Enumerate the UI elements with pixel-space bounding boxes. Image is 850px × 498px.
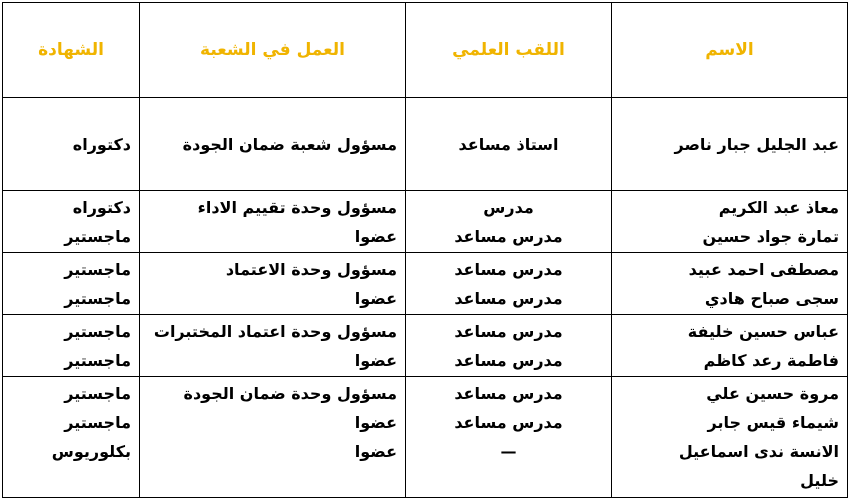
title-text: مدرس مساعد: [454, 288, 563, 308]
name-cell: [612, 191, 848, 253]
name-text: معاذ عبد الكريم: [718, 197, 839, 217]
title-text: مدرس مساعد: [454, 226, 563, 246]
degree-text: ماجستير: [64, 226, 131, 246]
title-cell: [406, 253, 612, 315]
degree-text: بكلوريوس: [51, 442, 131, 461]
title-cell: [406, 98, 612, 191]
title-text: مدرس مساعد: [454, 384, 563, 403]
degree-cell: [3, 377, 140, 498]
work-cell: [140, 191, 406, 253]
title-text: مدرس مساعد: [454, 413, 563, 432]
header-title: اللقب العلمي: [406, 3, 612, 98]
degree-text: دكتوراه: [72, 134, 131, 154]
name-text: الانسة ندى اسماعيل: [678, 442, 839, 461]
work-cell: [140, 315, 406, 377]
name-cell: [612, 315, 848, 377]
degree-text: ماجستير: [64, 259, 131, 279]
degree-text: ماجستير: [64, 384, 131, 403]
name-text: سجى صباح هادي: [704, 288, 839, 308]
work-text: عضوا: [354, 288, 397, 308]
table-row: [3, 191, 848, 253]
name-text: مصطفى احمد عبيد: [688, 259, 839, 279]
name-text: شيماء قيس جابر: [707, 413, 839, 432]
work-text: مسؤول وحدة الاعتماد: [225, 259, 397, 279]
work-cell: [140, 98, 406, 191]
title-cell: [406, 191, 612, 253]
header-name: الاسم: [612, 3, 848, 98]
degree-text: ماجستير: [64, 288, 131, 308]
work-text: عضوا: [354, 350, 397, 370]
work-text: مسؤول وحدة اعتماد المختبرات: [153, 321, 397, 341]
title-text: استاذ مساعد: [458, 134, 559, 154]
name-text: عباس حسين خليفة: [687, 321, 839, 341]
header-work: العمل في الشعبة: [140, 3, 406, 98]
table-row: [3, 377, 848, 498]
name-cell: [612, 377, 848, 498]
work-text: مسؤول شعبة ضمان الجودة: [182, 134, 397, 154]
table-row: [3, 253, 848, 315]
work-cell: [140, 253, 406, 315]
table-row: [3, 98, 848, 191]
title-text: مدرس مساعد: [454, 350, 563, 370]
name-text: فاطمة رعد كاظم: [703, 350, 839, 370]
title-cell: [406, 377, 612, 498]
work-text: مسؤول وحدة تقييم الاداء: [197, 197, 397, 217]
name-text: خليل: [800, 471, 839, 490]
degree-cell: [3, 315, 140, 377]
work-text: عضوا: [354, 413, 397, 432]
header-degree: الشهادة: [3, 3, 140, 98]
header-row: [3, 3, 848, 98]
work-text: عضوا: [354, 226, 397, 246]
table-row: [3, 315, 848, 377]
work-text: عضوا: [354, 442, 397, 461]
degree-text: دكتوراه: [72, 197, 131, 217]
work-text: مسؤول وحدة ضمان الجودة: [183, 384, 397, 403]
degree-text: ماجستير: [64, 321, 131, 341]
name-cell: [612, 253, 848, 315]
title-cell: [406, 315, 612, 377]
degree-text: ماجستير: [64, 350, 131, 370]
staff-table: [2, 2, 848, 498]
title-text: مدرس مساعد: [454, 321, 563, 341]
name-cell: [612, 98, 848, 191]
degree-cell: [3, 253, 140, 315]
title-text: مدرس مساعد: [454, 259, 563, 279]
work-cell: [140, 377, 406, 498]
name-text: تمارة جواد حسين: [702, 226, 839, 246]
name-text: عبد الجليل جبار ناصر: [674, 134, 839, 154]
title-text: مدرس: [483, 197, 534, 217]
degree-cell: [3, 191, 140, 253]
dash-text: —: [500, 442, 517, 461]
degree-text: ماجستير: [64, 413, 131, 432]
degree-cell: [3, 98, 140, 191]
name-text: مروة حسين علي: [706, 384, 839, 403]
